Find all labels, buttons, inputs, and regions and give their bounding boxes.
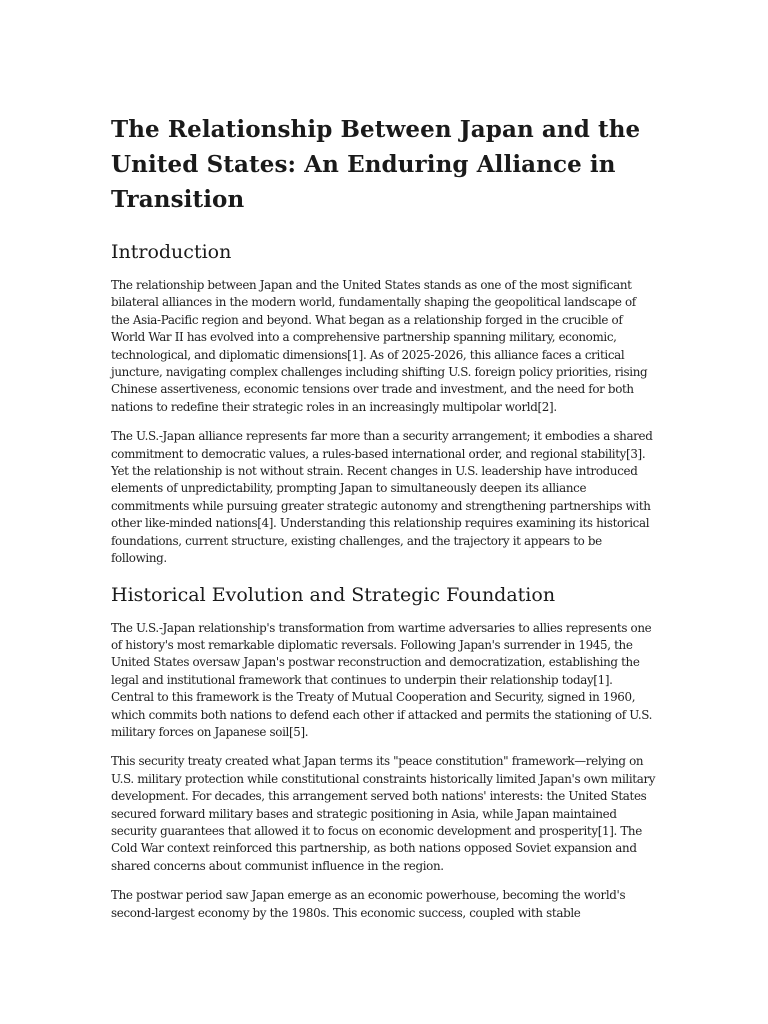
paragraph: This security treaty created what Japan terms its "peace constitution" framework—relying on U.S. military protection while constitutional constraints historically limited Japan's own military development. For decades, this arrangement served both nations' interests: the United States secured forward military bases and strategic positioning in Asia, while Japan maintained security guarantees that allowed it to focus on economic development and prosperity[1]. The Cold War context reinforced this partnership, as both nations opposed Soviet expansion and shared concerns about communist influence in the region. (111, 754, 656, 873)
paragraph: The U.S.-Japan alliance represents far more than a security arrangement; it embodies a shared commitment to democratic values, a rules-based international order, and regional stability[3]. Yet the relationship is not without strain. Recent changes in U.S. leadership have introduced elements of unpredictability, prompting Japan to simultaneously deepen its alliance commitments while pursuing greater strategic autonomy and strengthening partnerships with other like-minded nations[4]. Understanding this relationship requires examining its historical foundations, current structure, existing challenges, and the trajectory it appears to be following. (111, 429, 653, 566)
section-heading-historical-evolution: Historical Evolution and Strategic Foundation (111, 583, 556, 606)
paragraph: The U.S.-Japan relationship's transformation from wartime adversaries to allies represents one of history's most remarkable diplomatic reversals. Following Japan's surrender in 1945, the United States oversaw Japan's postwar reconstruction and democratization, establishing the legal and institutional framework that continues to underpin their relationship today[1]. Central to this framework is the Treaty of Mutual Cooperation and Security, signed in 1960, which commits both nations to defend each other if attacked and permits the stationing of U.S. military forces on Japanese soil[5]. (111, 620, 653, 739)
section-heading-introduction: Introduction (111, 241, 232, 263)
document-page (111, 112, 657, 934)
paragraph: The relationship between Japan and the United States stands as one of the most significant bilateral alliances in the modern world, fundamentally shaping the geopolitical landscape of the Asia-Pacific region and beyond. What began as a relationship forged in the crucible of World War II has evolved into a comprehensive partnership spanning military, economic, technological, and diplomatic dimensions[1]. As of 2025-2026, this alliance faces a critical juncture, navigating complex challenges including shifting U.S. foreign policy priorities, rising Chinese assertiveness, economic tensions over trade and investment, and the need for both nations to redefine their strategic roles in an increasingly multipolar world[2]. (111, 278, 648, 414)
document-title: The Relationship Between Japan and the United States: An Enduring Alliance in Transition (111, 116, 641, 213)
paragraph: The postwar period saw Japan emerge as an economic powerhouse, becoming the world's second-largest economy by the 1980s. This economic success, coupled with stable (111, 888, 626, 920)
